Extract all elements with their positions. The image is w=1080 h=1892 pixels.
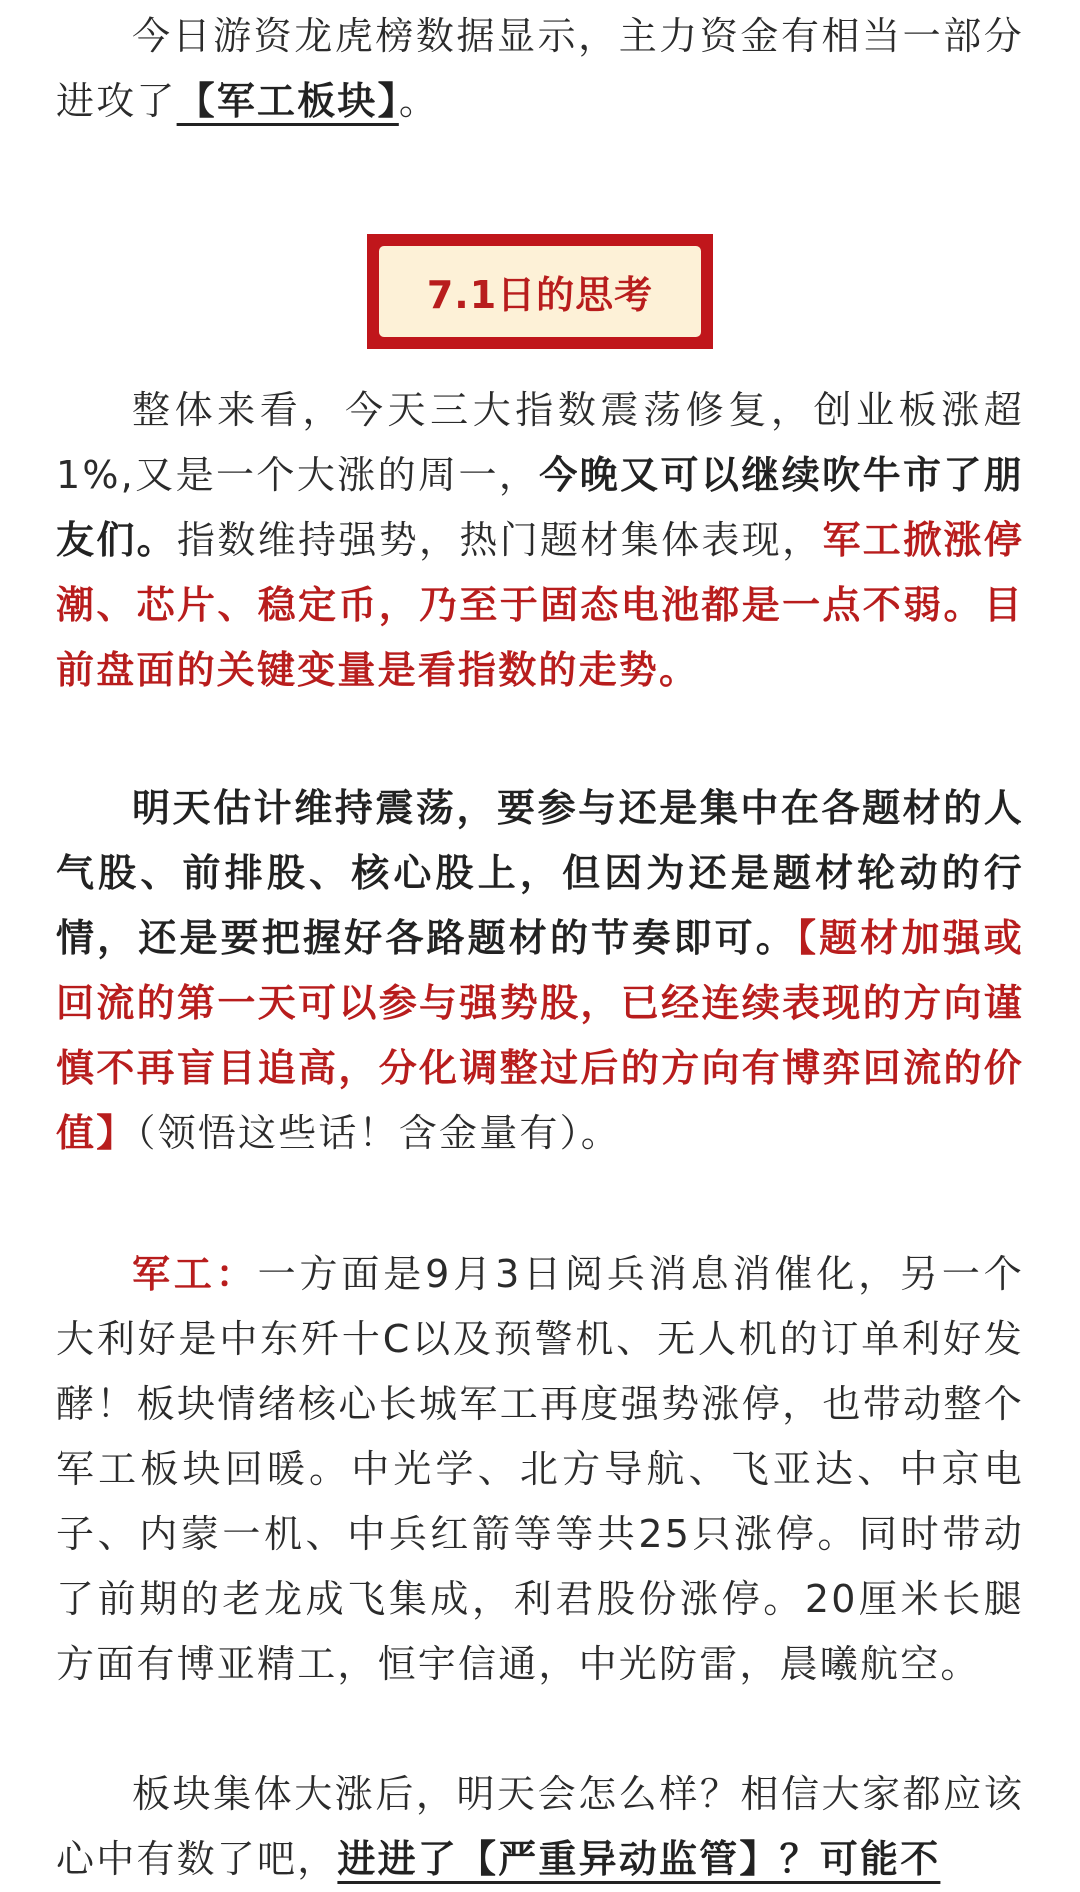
paragraph-military [56,1242,1024,1697]
paragraph-tomorrow [56,776,1024,1166]
military-text: 一方面是9月3日阅兵消息消催化，另一个大利好是中东歼十C以及预警机、无人机的订单利好发酵！板块情绪核心长城军工再度强势涨停，也带动整个军工板块回暖。中光学、北方导航、飞亚达、中京电子、内蒙一机、中兵红箭等等共25只涨停。同时带动了前期的老龙成飞集成，利君股份涨停。20厘米长腿方面有博亚精工，恒宇信通，中光防雷，晨曦航空。 [56,1252,1024,1686]
paragraph-outlook [56,1762,1024,1892]
section-heading-box [367,234,713,349]
section-heading-title: 7.1日的思考 [426,273,654,317]
outlook-bold: 进进了【严重异动监管】？可能不 [337,1837,941,1881]
overview-red: 军工掀涨停潮、芯片、稳定币，乃至于固态电池都是一点不弱。目前盘面的关键变量是看指数的走势。 [56,518,1024,692]
intro-end: 。 [398,79,440,123]
paragraph-overview [56,378,1024,703]
military-label: 军工： [132,1252,258,1296]
tomorrow-bold: 明天估计维持震荡，要参与还是集中在各题材的人气股、前排股、核心股上，但因为还是题材轮动的行情，还是要把握好各路题材的节奏即可。 [56,786,1024,960]
tomorrow-note: （领悟这些话！含金量有）。 [136,1111,622,1155]
overview-text: 整体来看，今天三大指数震荡修复，创业板涨超1%,又是一个大涨的周一， [56,388,1024,497]
section-heading-inner [379,246,701,337]
paragraph-intro [56,4,1024,134]
overview-bold: 今晚又可以继续吹牛市了朋友们。 [56,453,1024,562]
tomorrow-red: 【题材加强或回流的第一天可以参与强势股，已经连续表现的方向谨慎不再盲目追高，分化调整过后的方向有博弈回流的价值】 [56,916,1024,1155]
intro-text: 今日游资龙虎榜数据显示，主力资金有相当一部分进攻了 [56,14,1024,123]
outlook-text: 板块集体大涨后，明天会怎么样？相信大家都应该心中有数了吧， [56,1772,1024,1881]
military-sector-highlight: 【军工板块】 [176,79,399,123]
overview-text-2: 指数维持强势，热门题材集体表现， [177,518,823,562]
